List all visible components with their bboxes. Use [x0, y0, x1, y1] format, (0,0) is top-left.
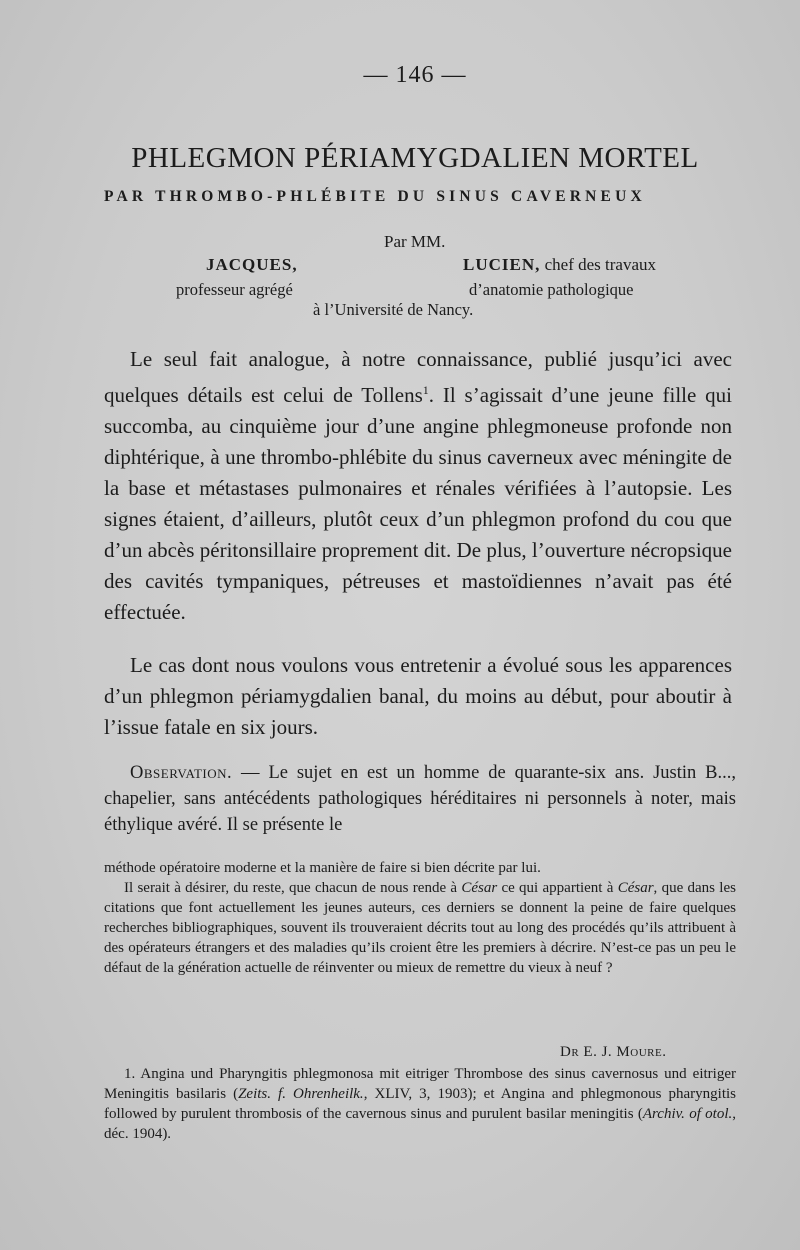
body-paragraph-2 — [104, 650, 732, 743]
footnote-1 — [104, 1064, 736, 1144]
p2-text: Le cas dont nous voulons vous entretenir a évolué sous les apparences d’un phlegmon périamygdalien banal, du moins au début, pour aboutir à l’issue fatale en six jours. — [104, 653, 732, 739]
remark-text-3: , que dans les citations que font actuellement les jeunes auteurs, ces derniers se donnent la peine de faire quelques recherches bibliographiques, souvent ils trouveraient décrits tout au long des procédés qu’ils attribuent à des opérateurs étrangers et des maladies qu’ils croient être les premiers à décrire. N’est-ce pas un peu le défaut de la génération actuelle de réinventer ou mieux de remettre du vieux à neuf ? — [104, 880, 736, 976]
author2-dept: d’anatomie pathologique — [469, 280, 634, 299]
fn1-journal-1: Zeits. f. Ohrenheilk. — [238, 1086, 364, 1102]
page-number: — 146 — — [363, 62, 467, 88]
fn1-text-c: , déc. 1904). — [104, 1106, 736, 1142]
remark-cesar-1: César — [461, 880, 498, 896]
observation-text: — Le sujet en est un homme de quarante-six ans. Justin B..., chapelier, sans antécédents pathologiques héréditaires ni personnels à noter, mais éthylique avéré. Il se présente le — [104, 763, 736, 835]
fn1-text-a: 1. Angina und Pharyngitis phlegmonosa mit eitriger Thrombose des sinus cavernosus und eitriger Meningitis basilaris ( — [104, 1066, 736, 1102]
article-subtitle: PAR THROMBO-PHLÉBITE DU SINUS CAVERNEUX — [104, 188, 646, 205]
author2-line — [463, 255, 656, 275]
observation-heading: Observation. — [130, 763, 233, 783]
fn1-journal-2: Archiv. of otol. — [642, 1106, 733, 1122]
affiliation: à l’Université de Nancy. — [313, 300, 474, 319]
footnote-remark — [104, 878, 736, 978]
footnote-continuation — [104, 858, 736, 978]
author1-title: professeur agrégé — [176, 280, 293, 299]
footnote-signature: Dr E. J. Moure. — [560, 1044, 667, 1060]
body-paragraph-1 — [104, 344, 732, 628]
remark-cesar-2: César — [617, 880, 654, 896]
footnote-ref: 1 — [422, 383, 429, 397]
p1-text-b: . Il s’agissait d’une jeune fille qui succomba, au cinquième jour d’une angine phlegmoneuse profonde non diphtérique, à une thrombo-phlébite du sinus caverneux avec méningite de la base et métastases pulmonaires et rénales vérifiées à l’autopsie. Les signes étaient, d’ailleurs, plutôt ceux d’un phlegmon profond du cou que d’un abcès péritonsillaire proprement dit. De plus, l’ouverture nécropsique des cavités tympaniques, pétreuses et mastoïdiennes n’avait pas été effectuée. — [104, 383, 732, 624]
article-title: PHLEGMON PÉRIAMYGDALIEN MORTEL — [131, 142, 699, 174]
fn1-text-b: , XLIV, 3, 1903); et Angina and phlegmonous pharyngitis followed by purulent thrombosis of the cavernous sinus and purulent basilar meningitis ( — [104, 1086, 736, 1122]
author2-name: LUCIEN, — [463, 255, 541, 274]
p1-text-a: Le seul fait analogue, à notre connaissance, publié jusqu’ici avec quelques détails est celui de Tollens — [104, 347, 732, 407]
footnote-cont-text: méthode opératoire moderne et la manière de faire si bien décrite par lui. — [104, 860, 541, 876]
author1-name: JACQUES, — [206, 255, 298, 274]
remark-text-1: Il serait à désirer, du reste, que chacun de nous rende à — [124, 880, 462, 896]
author2-title: chef des travaux — [544, 255, 657, 274]
remark-text-2: ce qui appartient à — [497, 880, 618, 896]
authors-intro: Par MM. — [384, 232, 446, 251]
observation-paragraph — [104, 760, 736, 838]
